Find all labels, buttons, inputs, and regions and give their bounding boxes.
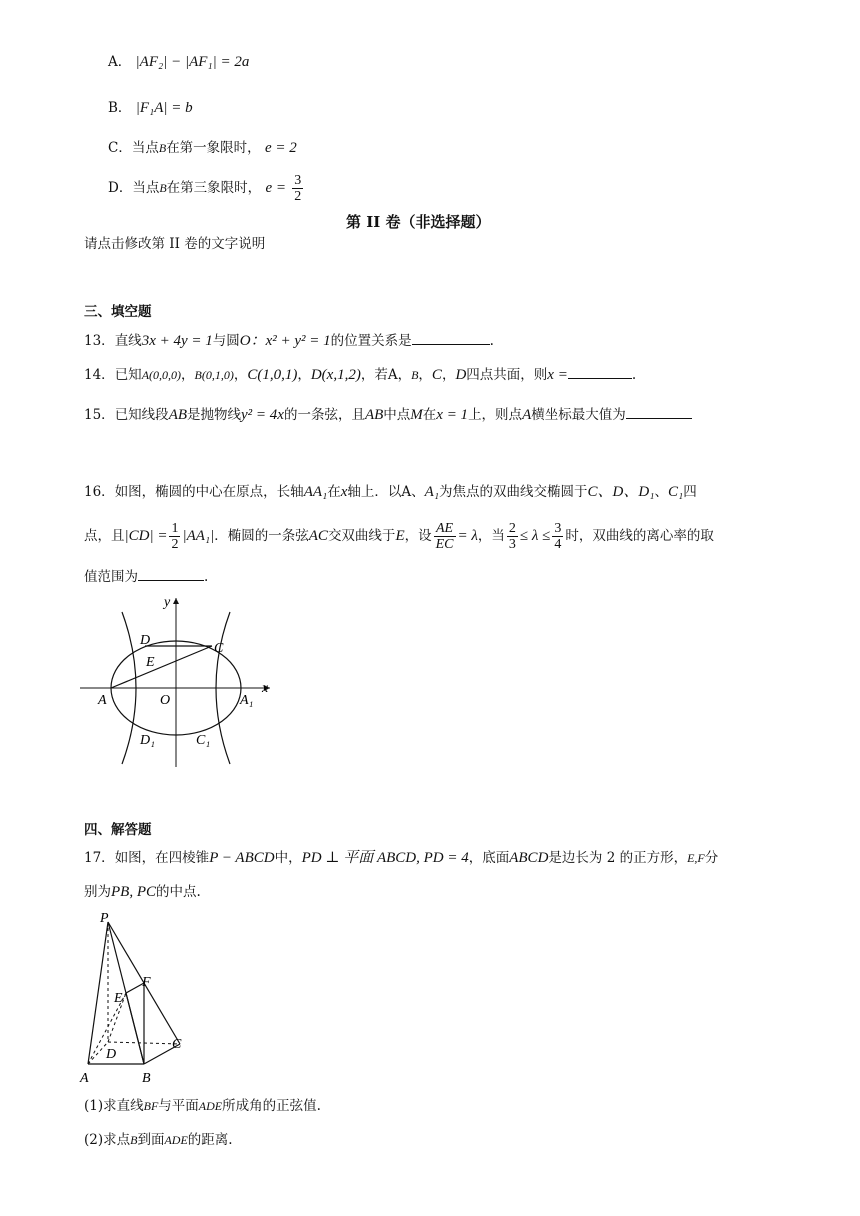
frac-den: EC bbox=[435, 537, 454, 552]
figure-pyramid bbox=[76, 908, 196, 1086]
q16-cd: |CD| = bbox=[124, 528, 168, 544]
q16-x: x bbox=[340, 484, 348, 500]
segment-bf bbox=[126, 993, 144, 1064]
q17-text2: 中， bbox=[274, 850, 302, 866]
label-o: O bbox=[160, 693, 171, 708]
option-a-label: A． bbox=[108, 54, 132, 70]
frac-num: 3 bbox=[554, 521, 562, 536]
sub1-end: 所成角的正弦值. bbox=[222, 1098, 321, 1114]
q17-text4: 是边长为 2 的正方形， bbox=[548, 850, 688, 866]
q14-point-d: D(x,1,2) bbox=[310, 367, 361, 383]
q16-aa1-abs: |AA₁| bbox=[182, 528, 215, 544]
question-15 bbox=[84, 404, 692, 425]
sub-question-1 bbox=[84, 1096, 321, 1116]
label-x: x bbox=[262, 681, 269, 696]
frac-num: 3 bbox=[294, 173, 302, 188]
label-d1: D₁ bbox=[140, 733, 155, 748]
option-b-expr: |F₁A| = b bbox=[135, 100, 193, 116]
question-16-line2 bbox=[84, 516, 714, 556]
q16-e: E bbox=[395, 528, 405, 544]
section2-title: 第 II 卷（非选择题） bbox=[346, 213, 491, 231]
q17-text6: 别为 bbox=[84, 884, 111, 900]
option-c-expr: e = 2 bbox=[264, 140, 297, 156]
q15-text7: 横坐标最大值为 bbox=[531, 407, 626, 423]
section2-note: 请点击修改第 II 卷的文字说明 bbox=[84, 236, 266, 252]
q16-text2b: ．椭圆的一条弦 bbox=[214, 528, 309, 544]
q16-c1: C₁ bbox=[667, 484, 684, 500]
q16-end: . bbox=[204, 569, 209, 585]
frac-den: 3 bbox=[508, 537, 516, 552]
option-d-point: B bbox=[159, 181, 167, 195]
chord-ac bbox=[111, 646, 212, 688]
q17-pb-pc: PB, PC bbox=[111, 884, 156, 900]
option-d-text2: 在第三象限时， bbox=[166, 180, 262, 196]
q16-text1a: 如图，椭圆的中心在原点，长轴 bbox=[114, 484, 304, 500]
q16-text2a: 点，且 bbox=[84, 528, 125, 544]
sub1-mid: 与平面 bbox=[158, 1098, 199, 1114]
q16-lambda: = λ bbox=[457, 528, 478, 544]
q15-a: A bbox=[522, 407, 532, 423]
q14-end: . bbox=[631, 367, 637, 383]
option-b bbox=[108, 98, 193, 118]
question-17-line1 bbox=[84, 848, 718, 868]
q13-text3: 的位置关系是 bbox=[330, 333, 412, 349]
question-14: 14．已知A(0,0,0)，B(0,1,0)，C(1,0,1)，D(x,1,2)，若A，B，C，D四点共面，则x = . bbox=[84, 364, 636, 385]
q15-text3: 的一条弦，且 bbox=[283, 407, 365, 423]
sub2-b: B bbox=[130, 1133, 138, 1147]
option-d-text: 当点 bbox=[132, 180, 160, 196]
label-y: y bbox=[164, 595, 171, 610]
option-d-label: D． bbox=[108, 180, 133, 196]
q16-number: 16． bbox=[84, 484, 115, 500]
q15-ab: AB bbox=[168, 407, 188, 423]
q15-expr: y² = 4x bbox=[241, 407, 284, 423]
sub2-end: 的距离. bbox=[187, 1132, 233, 1148]
frac-num: AE bbox=[434, 521, 456, 537]
q16-text1e: 四 bbox=[683, 484, 697, 500]
q14-text3: 四点共面，则 bbox=[466, 367, 548, 383]
q15-text4: 中点 bbox=[383, 407, 411, 423]
frac-den: 2 bbox=[171, 537, 179, 552]
q16-a1: A₁ bbox=[424, 484, 440, 500]
q16-answer-blank[interactable] bbox=[138, 566, 204, 581]
question-16-line1: 16．如图，椭圆的中心在原点，长轴AA₁在x轴上．以A、A₁为焦点的双曲线交椭圆于C、D、D₁、C₁四 bbox=[84, 484, 697, 500]
q16-text2f: 时，双曲线的离心率的取 bbox=[565, 528, 714, 544]
sub-question-2 bbox=[84, 1130, 233, 1150]
sub1-label: (1)求直线 bbox=[84, 1098, 144, 1114]
q17-text5: 分 bbox=[704, 850, 719, 866]
label-c: C bbox=[172, 1037, 182, 1052]
q16-d1: D₁ bbox=[638, 484, 655, 500]
q13-expr2: O：x² + y² = 1 bbox=[239, 333, 331, 349]
q14-number: 14． bbox=[84, 367, 115, 383]
q14-point-b: B(0,1,0) bbox=[194, 368, 234, 382]
label-p: P bbox=[100, 911, 109, 926]
sub2-ade: ADE bbox=[164, 1133, 188, 1147]
q17-text3: ，底面 bbox=[468, 850, 510, 866]
option-b-label: B． bbox=[108, 100, 132, 116]
label-a: A bbox=[98, 693, 107, 708]
q15-answer-blank[interactable] bbox=[626, 404, 692, 419]
q14-label-a: A bbox=[387, 367, 398, 383]
q13-text2: 与圆 bbox=[212, 333, 240, 349]
option-d bbox=[108, 170, 305, 206]
frac-num: 2 bbox=[508, 521, 516, 536]
part4-title: 四、解答题 bbox=[84, 822, 152, 838]
option-c bbox=[108, 138, 297, 158]
q16-text3a: 值范围为 bbox=[84, 569, 138, 585]
q16-aa1: AA₁ bbox=[303, 484, 328, 500]
label-c1: C₁ bbox=[196, 733, 211, 748]
sub1-bf: BF bbox=[143, 1099, 159, 1113]
q16-lo-frac bbox=[507, 521, 518, 552]
option-c-text2: 在第一象限时， bbox=[166, 140, 261, 156]
q15-ab2: AB bbox=[364, 407, 384, 423]
q16-text2e: ，当 bbox=[477, 528, 505, 544]
question-16-line3 bbox=[84, 566, 208, 587]
label-d: D bbox=[140, 633, 151, 648]
q17-abcd: ABCD bbox=[509, 850, 549, 866]
sub2-label: (2)求点 bbox=[84, 1132, 131, 1148]
option-d-expr: e = bbox=[265, 180, 286, 196]
q15-text2: 是抛物线 bbox=[187, 407, 242, 423]
label-b: B bbox=[142, 1071, 151, 1086]
label-a1: A₁ bbox=[240, 693, 254, 708]
q14-text2: ，若 bbox=[360, 367, 388, 383]
q15-number: 15． bbox=[84, 407, 115, 423]
q14-text1: 已知 bbox=[114, 367, 142, 383]
q16-text1d: 为焦点的双曲线交椭圆于 bbox=[439, 484, 588, 500]
q13-expr1: 3x + 4y = 1 bbox=[141, 333, 213, 349]
figure-ellipse-hyperbola bbox=[80, 592, 280, 772]
q14-point-c: C(1,0,1) bbox=[247, 367, 298, 383]
q16-a: A bbox=[401, 484, 412, 500]
frac-den: 4 bbox=[554, 537, 562, 552]
q13-number: 13． bbox=[84, 333, 115, 349]
q16-text1c: 轴上．以 bbox=[347, 484, 402, 500]
label-f: F bbox=[142, 975, 151, 990]
q13-text1: 直线 bbox=[114, 333, 142, 349]
q14-point-a: A(0,0,0) bbox=[141, 368, 182, 382]
label-d: D bbox=[106, 1047, 117, 1062]
option-c-text: 当点 bbox=[131, 140, 159, 156]
sub2-mid: 到面 bbox=[137, 1132, 165, 1148]
q13-answer-blank[interactable] bbox=[412, 330, 490, 345]
label-e: E bbox=[114, 991, 123, 1006]
q16-ratio-frac bbox=[434, 521, 456, 552]
q17-expr2: PD ⊥ 平面 ABCD, PD = 4 bbox=[301, 850, 469, 866]
q16-hi-frac bbox=[552, 521, 563, 552]
option-c-label: C． bbox=[108, 140, 132, 156]
question-13 bbox=[84, 330, 494, 351]
q17-number: 17． bbox=[84, 850, 115, 866]
option-a bbox=[108, 52, 249, 72]
q17-text7: 的中点. bbox=[156, 884, 201, 900]
q15-text1: 已知线段 bbox=[114, 407, 169, 423]
q16-half-frac bbox=[169, 521, 180, 552]
q15-text5: 在 bbox=[422, 407, 437, 423]
q17-expr1: P − ABCD bbox=[209, 850, 275, 866]
label-a: A bbox=[80, 1071, 89, 1086]
q16-ineq: ≤ λ ≤ bbox=[519, 528, 551, 544]
q16-text2c: 交双曲线于 bbox=[327, 528, 396, 544]
q14-x-eq: x = bbox=[547, 367, 568, 383]
q17-ef: E,F bbox=[687, 851, 705, 865]
frac-den: 2 bbox=[294, 189, 302, 204]
q15-expr2: x = 1 bbox=[436, 407, 469, 423]
q17-text1: 如图，在四棱锥 bbox=[114, 850, 210, 866]
q16-text1b: 在 bbox=[327, 484, 341, 500]
frac-num: 1 bbox=[171, 521, 179, 536]
q14-answer-blank[interactable] bbox=[568, 364, 632, 379]
option-a-expr: |AF₂| − |AF₁| = 2a bbox=[135, 54, 250, 70]
q16-ac: AC bbox=[308, 528, 328, 544]
q13-end: . bbox=[489, 333, 494, 349]
q14-label-b: B bbox=[411, 368, 419, 382]
part3-title: 三、填空题 bbox=[84, 304, 152, 320]
sub1-ade: ADE bbox=[198, 1099, 223, 1113]
q15-text6: 上，则点 bbox=[468, 407, 523, 423]
question-17-line2 bbox=[84, 882, 201, 902]
edge-pa bbox=[88, 922, 108, 1064]
q16-text2d: ，设 bbox=[404, 528, 432, 544]
label-c: C bbox=[214, 641, 224, 656]
q15-m: M bbox=[410, 407, 423, 423]
option-d-frac bbox=[292, 173, 303, 204]
q14-label-c: C bbox=[431, 367, 442, 383]
option-c-point: B bbox=[158, 141, 167, 155]
label-e: E bbox=[146, 655, 155, 670]
q14-label-d: D bbox=[455, 367, 467, 383]
q16-points: C、D、 bbox=[587, 484, 639, 500]
